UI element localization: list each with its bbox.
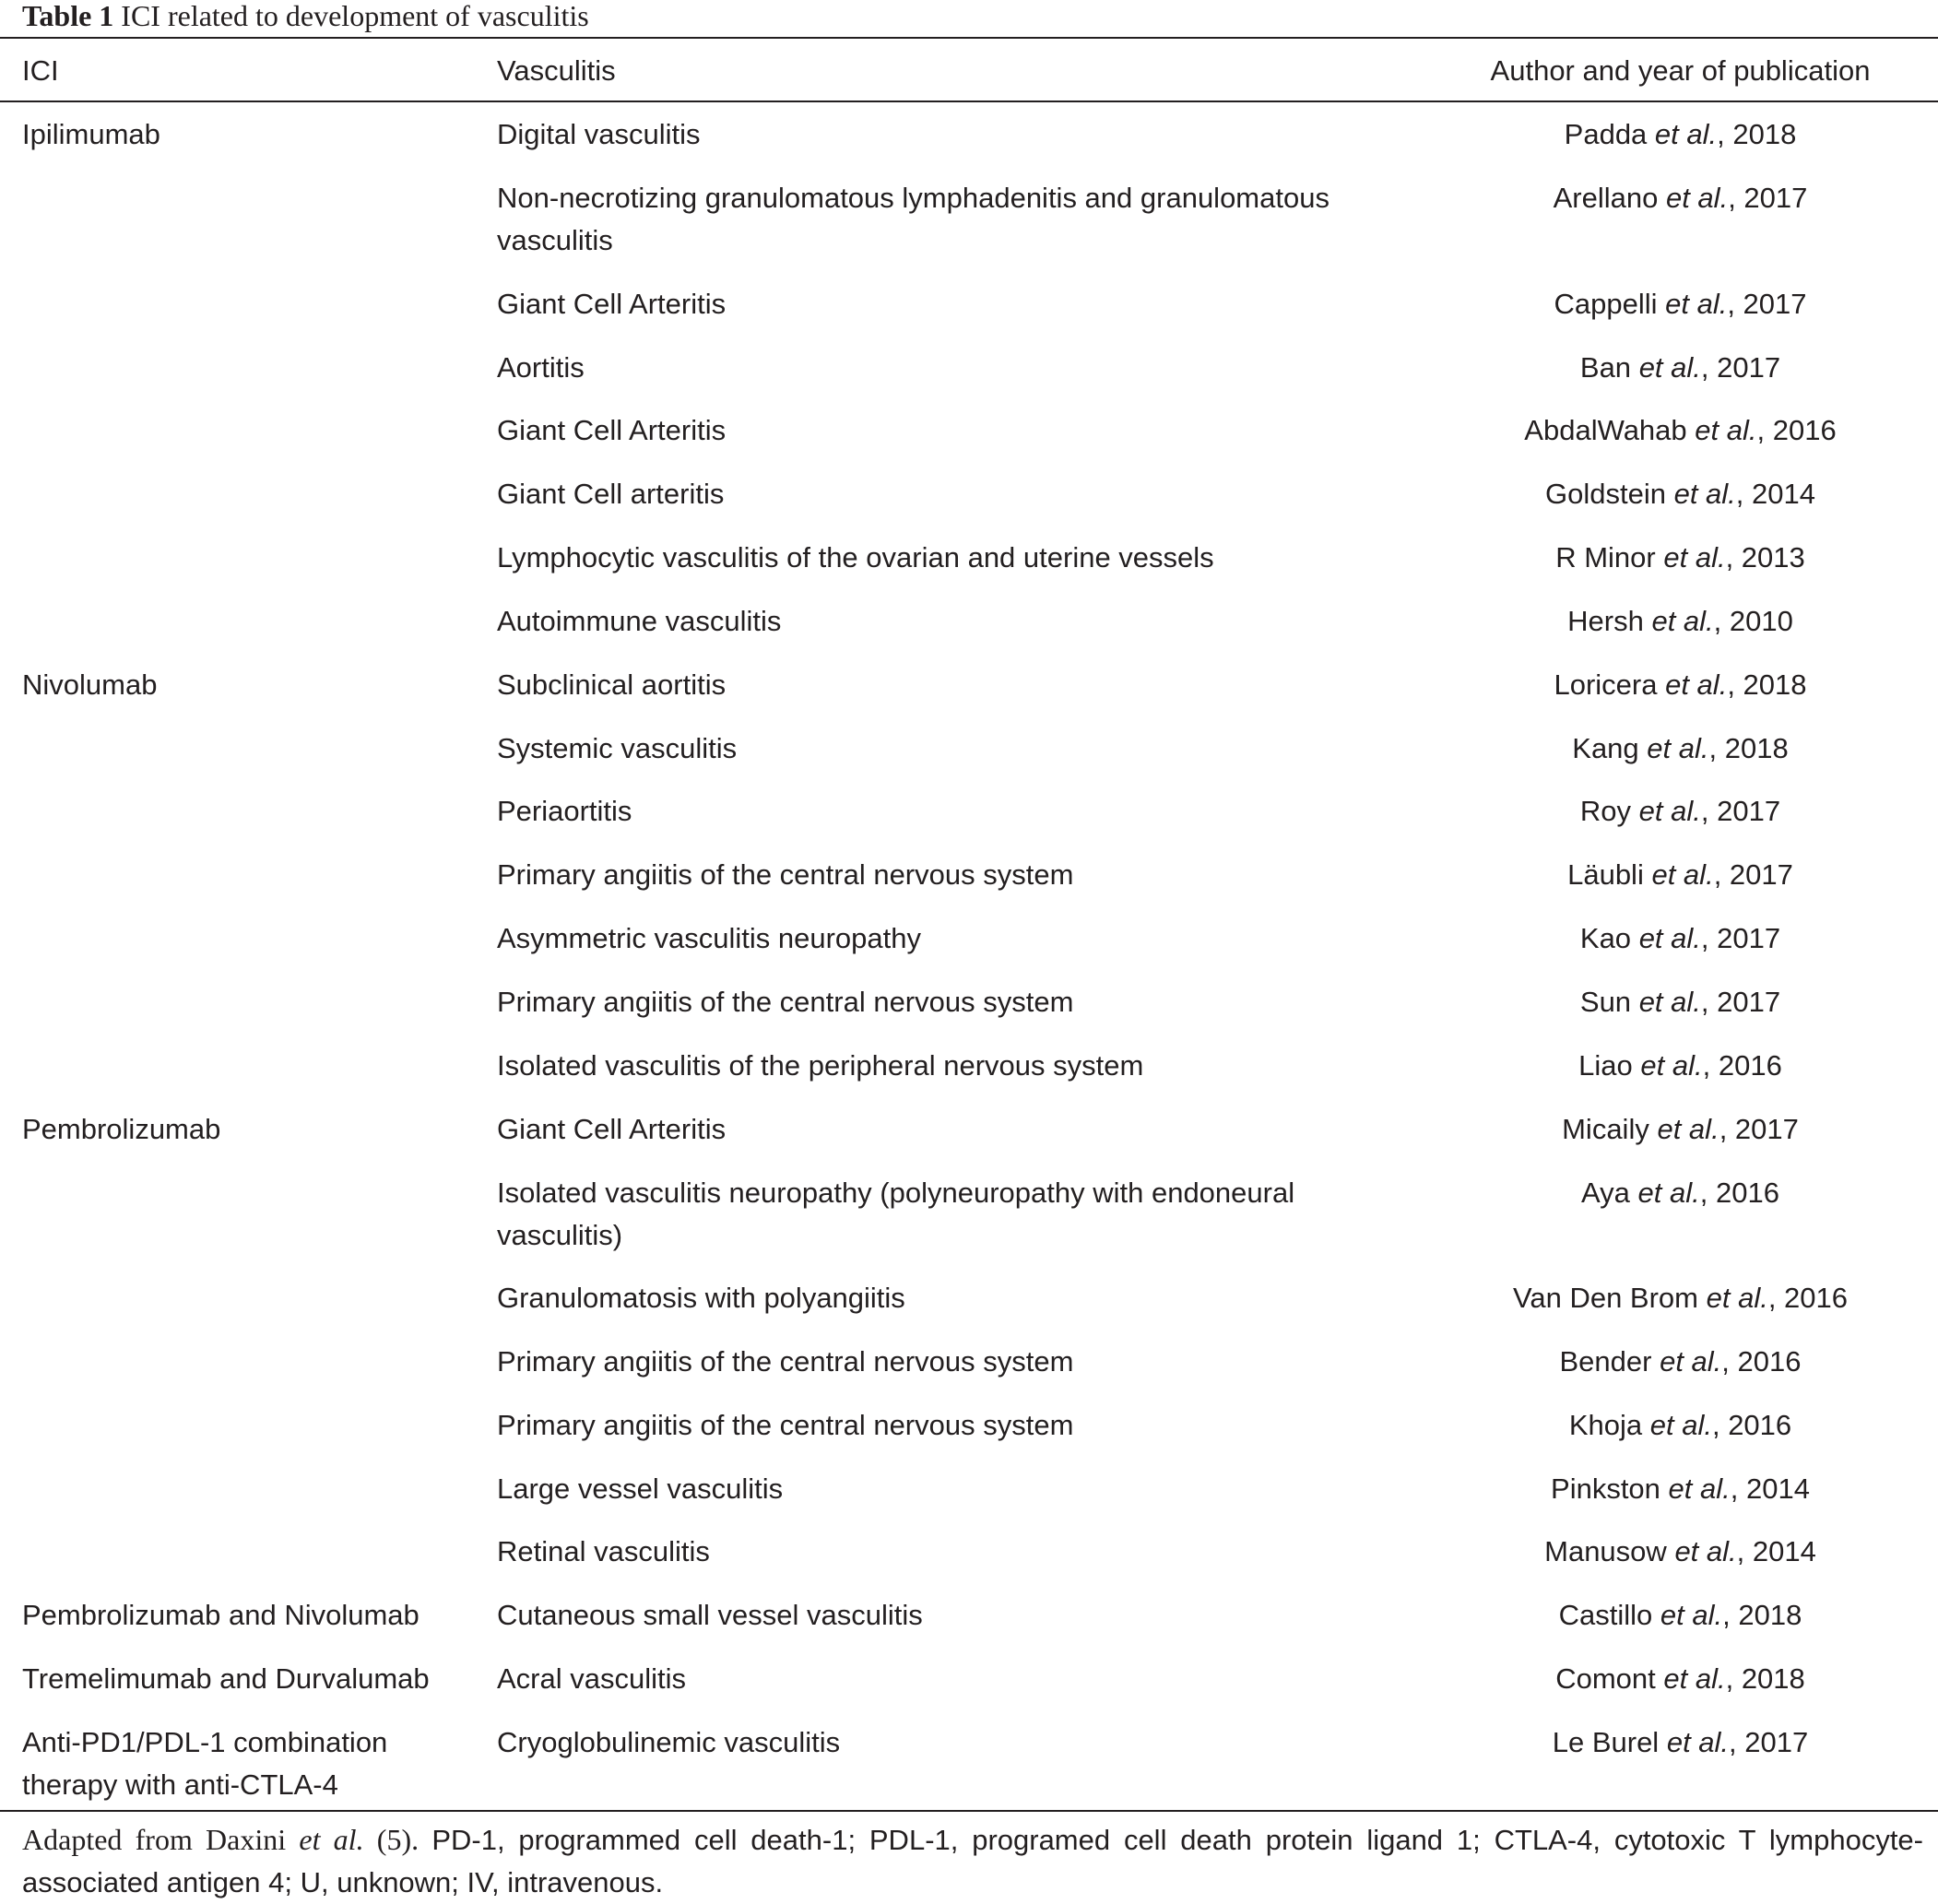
- author-name: Arellano: [1553, 182, 1659, 214]
- author-etal: et al.: [1637, 1177, 1700, 1209]
- cell-vasculitis: Asymmetric vasculitis neuropathy: [497, 922, 921, 954]
- author-etal: et al.: [1660, 1345, 1722, 1378]
- author-etal: et al.: [1665, 668, 1728, 701]
- cell-author: [1420, 1721, 1938, 1764]
- author-name: Bender: [1559, 1345, 1652, 1378]
- author-etal: et al.: [1665, 182, 1729, 214]
- cell-vasculitis: Giant Cell arteritis: [497, 478, 725, 510]
- footnote-adapted-prefix: Adapted from Daxini: [22, 1823, 300, 1856]
- publication-year: , 2013: [1725, 541, 1805, 574]
- cell-author: [1420, 473, 1938, 515]
- author-name: Castillo: [1558, 1599, 1653, 1631]
- cell-author: [1420, 1531, 1938, 1573]
- cell-author: [1420, 917, 1938, 960]
- author-etal: et al.: [1654, 118, 1718, 150]
- cell-vasculitis: Isolated vasculitis neuropathy (polyneuropathy with endoneural vasculitis): [497, 1177, 1295, 1251]
- author-name: Hersh: [1567, 605, 1644, 637]
- cell-author: [1420, 1341, 1938, 1383]
- publication-year: , 2017: [1713, 858, 1793, 891]
- publication-year: , 2018: [1727, 668, 1807, 701]
- publication-year: , 2018: [1717, 118, 1797, 150]
- cell-author: [1420, 409, 1938, 452]
- cell-author: [1420, 790, 1938, 833]
- column-header-ici: ICI: [22, 54, 59, 87]
- author-etal: et al.: [1638, 922, 1701, 954]
- cell-vasculitis: Giant Cell Arteritis: [497, 288, 727, 320]
- publication-year: , 2016: [1702, 1049, 1782, 1082]
- cell-author: [1420, 1108, 1938, 1151]
- column-header-vasculitis: Vasculitis: [497, 54, 616, 87]
- cell-vasculitis: Digital vasculitis: [497, 118, 701, 150]
- cell-vasculitis: Periaortitis: [497, 795, 632, 827]
- author-name: Goldstein: [1544, 478, 1666, 510]
- publication-year: , 2016: [1767, 1282, 1849, 1314]
- cell-author: [1420, 1594, 1938, 1637]
- table-label: Table 1: [22, 0, 114, 32]
- author-etal: et al.: [1638, 795, 1701, 827]
- publication-year: , 2010: [1713, 605, 1793, 637]
- cell-author: [1420, 283, 1938, 325]
- footnote-text: PD-1, programmed cell death-1; PDL-1, programed cell death protein ligand 1; CTLA-4, cytotoxic T lymphocyte-associated antigen 4; U, unknown; IV, intravenous.: [22, 1824, 1923, 1898]
- cell-author: [1420, 664, 1938, 706]
- cell-vasculitis: Giant Cell Arteritis: [497, 1113, 727, 1145]
- publication-year: , 2016: [1699, 1177, 1779, 1209]
- cell-vasculitis: Acral vasculitis: [497, 1662, 686, 1695]
- cell-vasculitis: Primary angiitis of the central nervous system: [497, 1409, 1074, 1441]
- publication-year: , 2017: [1700, 922, 1781, 954]
- publication-year: , 2017: [1700, 351, 1781, 384]
- publication-year: , 2018: [1725, 1662, 1805, 1695]
- cell-vasculitis: Non-necrotizing granulomatous lymphadenitis and granulomatous vasculitis: [497, 182, 1329, 256]
- author-etal: et al.: [1640, 1049, 1703, 1082]
- author-name: Le Burel: [1552, 1726, 1660, 1758]
- cell-ici: Ipilimumab: [22, 118, 160, 150]
- publication-year: , 2017: [1700, 986, 1781, 1018]
- author-name: Pinkston: [1551, 1472, 1660, 1505]
- cell-author: [1420, 1172, 1938, 1214]
- publication-year: , 2016: [1721, 1345, 1802, 1378]
- cell-author: [1420, 347, 1938, 389]
- author-etal: et al.: [1666, 1726, 1730, 1758]
- top-rule: [0, 37, 1938, 39]
- footnote-adapted-ref: (5).: [363, 1823, 432, 1856]
- author-name: Kang: [1572, 732, 1639, 764]
- author-etal: et al.: [1663, 541, 1726, 574]
- author-etal: et al.: [1638, 351, 1701, 384]
- cell-author: [1420, 177, 1938, 219]
- author-etal: et al.: [1668, 1472, 1731, 1505]
- author-etal: et al.: [1651, 605, 1714, 637]
- author-etal: et al.: [1706, 1282, 1768, 1314]
- author-name: Cappelli: [1554, 288, 1658, 320]
- author-etal: et al.: [1673, 478, 1736, 510]
- cell-ici: Pembrolizumab: [22, 1113, 221, 1145]
- publication-year: , 2017: [1728, 182, 1808, 214]
- cell-author: [1420, 1468, 1938, 1510]
- author-name: Loricera: [1554, 668, 1658, 701]
- cell-vasculitis: Primary angiitis of the central nervous system: [497, 858, 1074, 891]
- cell-vasculitis: Aortitis: [497, 351, 585, 384]
- author-etal: et al.: [1638, 986, 1701, 1018]
- cell-author: [1420, 1045, 1938, 1087]
- cell-ici: Pembrolizumab and Nivolumab: [22, 1599, 420, 1631]
- table-title: [22, 0, 589, 31]
- author-name: Sun: [1579, 986, 1632, 1018]
- author-etal: et al.: [1660, 1599, 1723, 1631]
- publication-year: , 2016: [1756, 414, 1837, 446]
- publication-year: , 2018: [1722, 1599, 1802, 1631]
- cell-author: [1420, 1404, 1938, 1447]
- author-name: Micaily: [1562, 1113, 1649, 1145]
- table-title-text: ICI related to development of vasculitis: [121, 0, 589, 32]
- author-etal: et al.: [1647, 732, 1709, 764]
- cell-vasculitis: Primary angiitis of the central nervous system: [497, 1345, 1074, 1378]
- publication-year: , 2018: [1708, 732, 1789, 764]
- cell-ici: Nivolumab: [22, 668, 158, 701]
- author-name: Liao: [1578, 1049, 1633, 1082]
- author-etal: et al.: [1665, 288, 1728, 320]
- author-etal: et al.: [1695, 414, 1757, 446]
- cell-vasculitis: Subclinical aortitis: [497, 668, 727, 701]
- cell-author: [1420, 600, 1938, 643]
- cell-author: [1420, 981, 1938, 1023]
- author-name: Padda: [1564, 118, 1648, 150]
- publication-year: , 2014: [1736, 1535, 1816, 1567]
- publication-year: , 2017: [1700, 795, 1781, 827]
- author-name: Comont: [1555, 1662, 1656, 1695]
- author-name: Läubli: [1567, 858, 1644, 891]
- cell-author: [1420, 727, 1938, 770]
- cell-author: [1420, 854, 1938, 896]
- cell-ici: Anti-PD1/PDL-1 combination therapy with anti-CTLA-4: [22, 1726, 388, 1801]
- cell-author: [1420, 113, 1938, 156]
- cell-vasculitis: Primary angiitis of the central nervous system: [497, 986, 1074, 1018]
- cell-vasculitis: Lymphocytic vasculitis of the ovarian and uterine vessels: [497, 541, 1214, 574]
- publication-year: , 2016: [1711, 1409, 1792, 1441]
- column-header-author: Author and year of publication: [1490, 54, 1871, 87]
- author-etal: et al.: [1663, 1662, 1726, 1695]
- author-name: Kao: [1579, 922, 1632, 954]
- publication-year: , 2014: [1735, 478, 1815, 510]
- publication-year: , 2017: [1729, 1726, 1809, 1758]
- cell-vasculitis: Large vessel vasculitis: [497, 1472, 784, 1505]
- author-etal: et al.: [1649, 1409, 1712, 1441]
- author-name: R Minor: [1555, 541, 1656, 574]
- author-name: Manusow: [1544, 1535, 1667, 1567]
- cell-author: [1420, 1658, 1938, 1700]
- author-etal: et al.: [1657, 1113, 1719, 1145]
- bottom-rule: [0, 1810, 1938, 1812]
- header-rule: [0, 101, 1938, 102]
- cell-ici: Tremelimumab and Durvalumab: [22, 1662, 430, 1695]
- author-name: Khoja: [1568, 1409, 1643, 1441]
- cell-vasculitis: Systemic vasculitis: [497, 732, 738, 764]
- footnote-adapted-etal: et al.: [299, 1823, 364, 1856]
- cell-vasculitis: Giant Cell Arteritis: [497, 414, 727, 446]
- table-footnote: [22, 1818, 1923, 1904]
- cell-vasculitis: Cryoglobulinemic vasculitis: [497, 1726, 841, 1758]
- author-name: Aya: [1581, 1177, 1630, 1209]
- author-etal: et al.: [1674, 1535, 1737, 1567]
- cell-author: [1420, 537, 1938, 579]
- author-name: AbdalWahab: [1524, 414, 1687, 446]
- publication-year: , 2014: [1730, 1472, 1810, 1505]
- author-name: Ban: [1579, 351, 1632, 384]
- author-name: Van Den Brom: [1512, 1282, 1698, 1314]
- cell-vasculitis: Cutaneous small vessel vasculitis: [497, 1599, 923, 1631]
- author-name: Roy: [1579, 795, 1632, 827]
- cell-vasculitis: Retinal vasculitis: [497, 1535, 710, 1567]
- author-etal: et al.: [1651, 858, 1714, 891]
- cell-vasculitis: Isolated vasculitis of the peripheral nervous system: [497, 1049, 1144, 1082]
- cell-author: [1420, 1277, 1938, 1319]
- publication-year: , 2017: [1719, 1113, 1799, 1145]
- cell-vasculitis: Granulomatosis with polyangiitis: [497, 1282, 905, 1314]
- publication-year: , 2017: [1727, 288, 1807, 320]
- cell-vasculitis: Autoimmune vasculitis: [497, 605, 782, 637]
